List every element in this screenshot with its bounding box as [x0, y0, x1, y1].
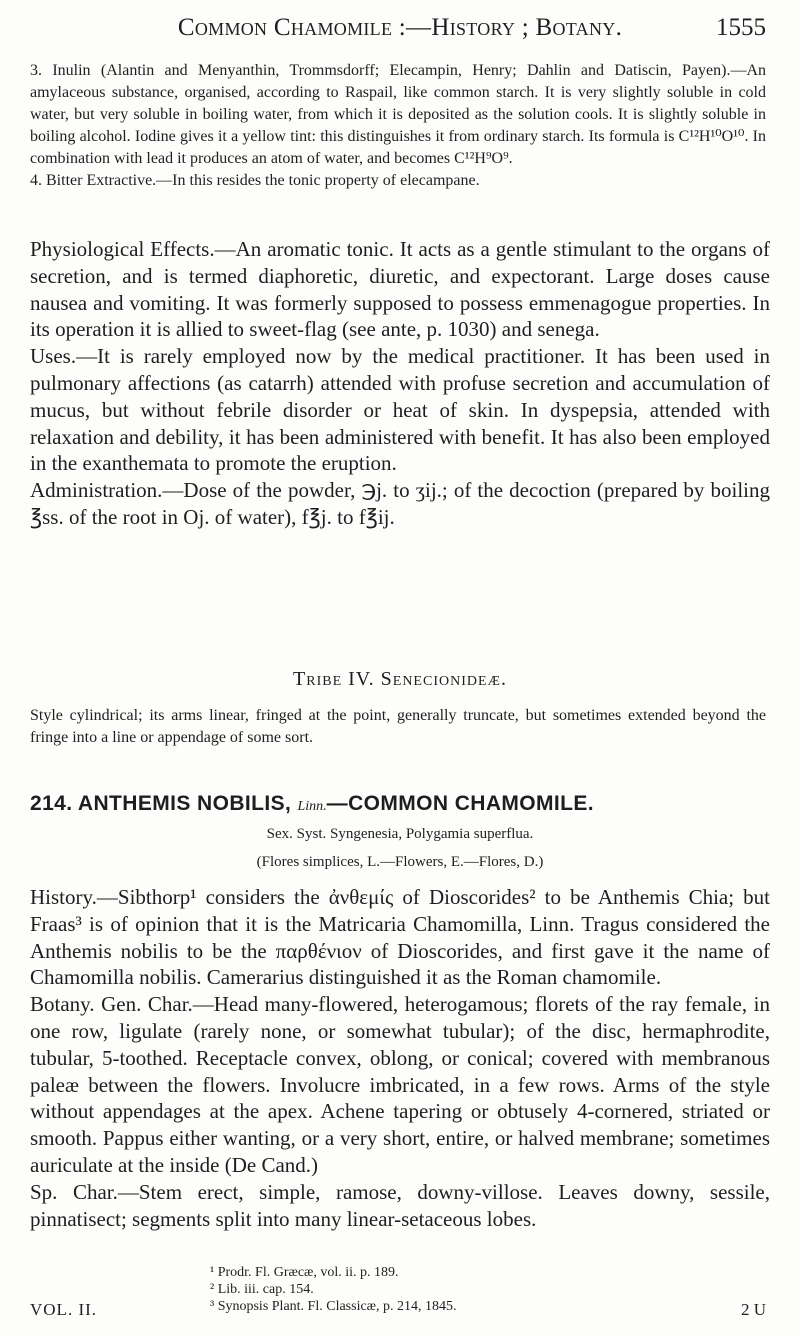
species-heading: [30, 792, 770, 816]
species-common-name: —COMMON CHAMOMILE.: [326, 792, 595, 815]
uses-paragraph: Uses.—It is rarely employed now by the medical practitioner. It has been used in pulmonary affections (as catarrh) attended with profuse secretion and accumulation of mucus, but without febrile disorder or heat of skin. In dyspepsia, attended with relaxation and debility, it has been administered with benefit. It has also been employed in the exanthemata to promote the eruption.: [30, 344, 770, 476]
tribe-heading: Tribe IV. Senecionideæ.: [293, 668, 507, 690]
inulin-paragraph: 3. Inulin (Alantin and Menyanthin, Trommsdorff; Elecampin, Henry; Dahlin and Datiscin, Payen).—An amylaceous substance, organised, according to Raspail, like common starch. It is very slightly soluble in cold water, but very soluble in boiling water, from which it is deposited as the solution cools. It is slightly soluble in boiling alcohol. Iodine gives it a yellow tint: this distinguishes it from ordinary starch. Its formula is C¹²H¹⁰O¹⁰. In combination with lead it produces an atom of water, and becomes C¹²H⁹O⁹.: [30, 62, 766, 167]
sexual-system: Sex. Syst. Syngenesia, Polygamia superflua.: [266, 826, 534, 842]
footnote-2: ² Lib. iii. cap. 154.: [210, 1282, 314, 1297]
history-botany-section: [30, 884, 770, 1232]
history-paragraph: History.—Sibthorp¹ considers the ἀνθεμίς of Dioscorides² to be Anthemis Chia; but Fraas³ is of opinion that it is the Matricaria Chamomilla, Linn. Tragus considered the Anthemis nobilis to be the παρθένιον of Dioscorides, and first gave it the name of Chamomilla nobilis. Camerarius distinguished it as the Roman chamomile.: [30, 885, 770, 990]
inulin-section: [30, 60, 766, 192]
bitter-extractive-paragraph: 4. Bitter Extractive.—In this resides the tonic property of elecampane.: [30, 172, 480, 189]
species-number-name: 214. ANTHEMIS NOBILIS,: [30, 792, 292, 815]
signature-mark: 2 U: [740, 1300, 766, 1319]
footnote-3: ³ Synopsis Plant. Fl. Classicæ, p. 214, 1845.: [210, 1299, 457, 1314]
administration-paragraph: Administration.—Dose of the powder, ℈j. to ʒij.; of the decoction (prepared by boiling ℥ss. of the root in Oj. of water), f℥j. to f℥ij.: [30, 478, 770, 529]
running-header: [30, 14, 770, 54]
footnotes: [210, 1264, 457, 1315]
officinal-names: (Flores simplices, L.—Flowers, E.—Flores, D.): [256, 854, 544, 870]
physiological-effects-paragraph: Physiological Effects.—An aromatic tonic. It acts as a gentle stimulant to the organs of secretion, and is termed diaphoretic, diuretic, and expectorant. Large doses cause nausea and vomiting. It was formerly supposed to possess emmenagogue properties. In its operation it is allied to sweet-flag (see ante, p. 1030) and senega.: [30, 237, 770, 342]
page-number: 1555: [716, 14, 766, 41]
generic-character-paragraph: Botany. Gen. Char.—Head many-flowered, heterogamous; florets of the ray female, in one row, ligulate (rarely none, or somewhat tubular); of the disc, hermaphrodite, tubular, 5-toothed. Receptacle convex, oblong, or conical; covered with membranous paleæ between the flowers. Involucre imbricated, in a few rows. Arms of the style without appendages at the apex. Achene tapering or obtusely 4-cornered, striated or smooth. Pappus either wanting, or a very short, entire, or halved membrane; sometimes auriculate at the inside (De Cand.): [30, 992, 770, 1177]
effects-section: [30, 236, 770, 531]
footnote-1: ¹ Prodr. Fl. Græcæ, vol. ii. p. 189.: [210, 1265, 399, 1280]
volume-label: VOL. II.: [30, 1300, 98, 1319]
species-authority: Linn.: [297, 799, 327, 814]
running-title: Common Chamomile :—History ; Botany.: [177, 14, 623, 41]
tribe-description: Style cylindrical; its arms linear, fringed at the point, generally truncate, but sometimes extended beyond the fringe into a line or appendage of some sort.: [30, 707, 766, 746]
specific-character-paragraph: Sp. Char.—Stem erect, simple, ramose, downy-villose. Leaves downy, sessile, pinnatisect; segments split into many linear-setaceous lobes.: [30, 1179, 770, 1231]
